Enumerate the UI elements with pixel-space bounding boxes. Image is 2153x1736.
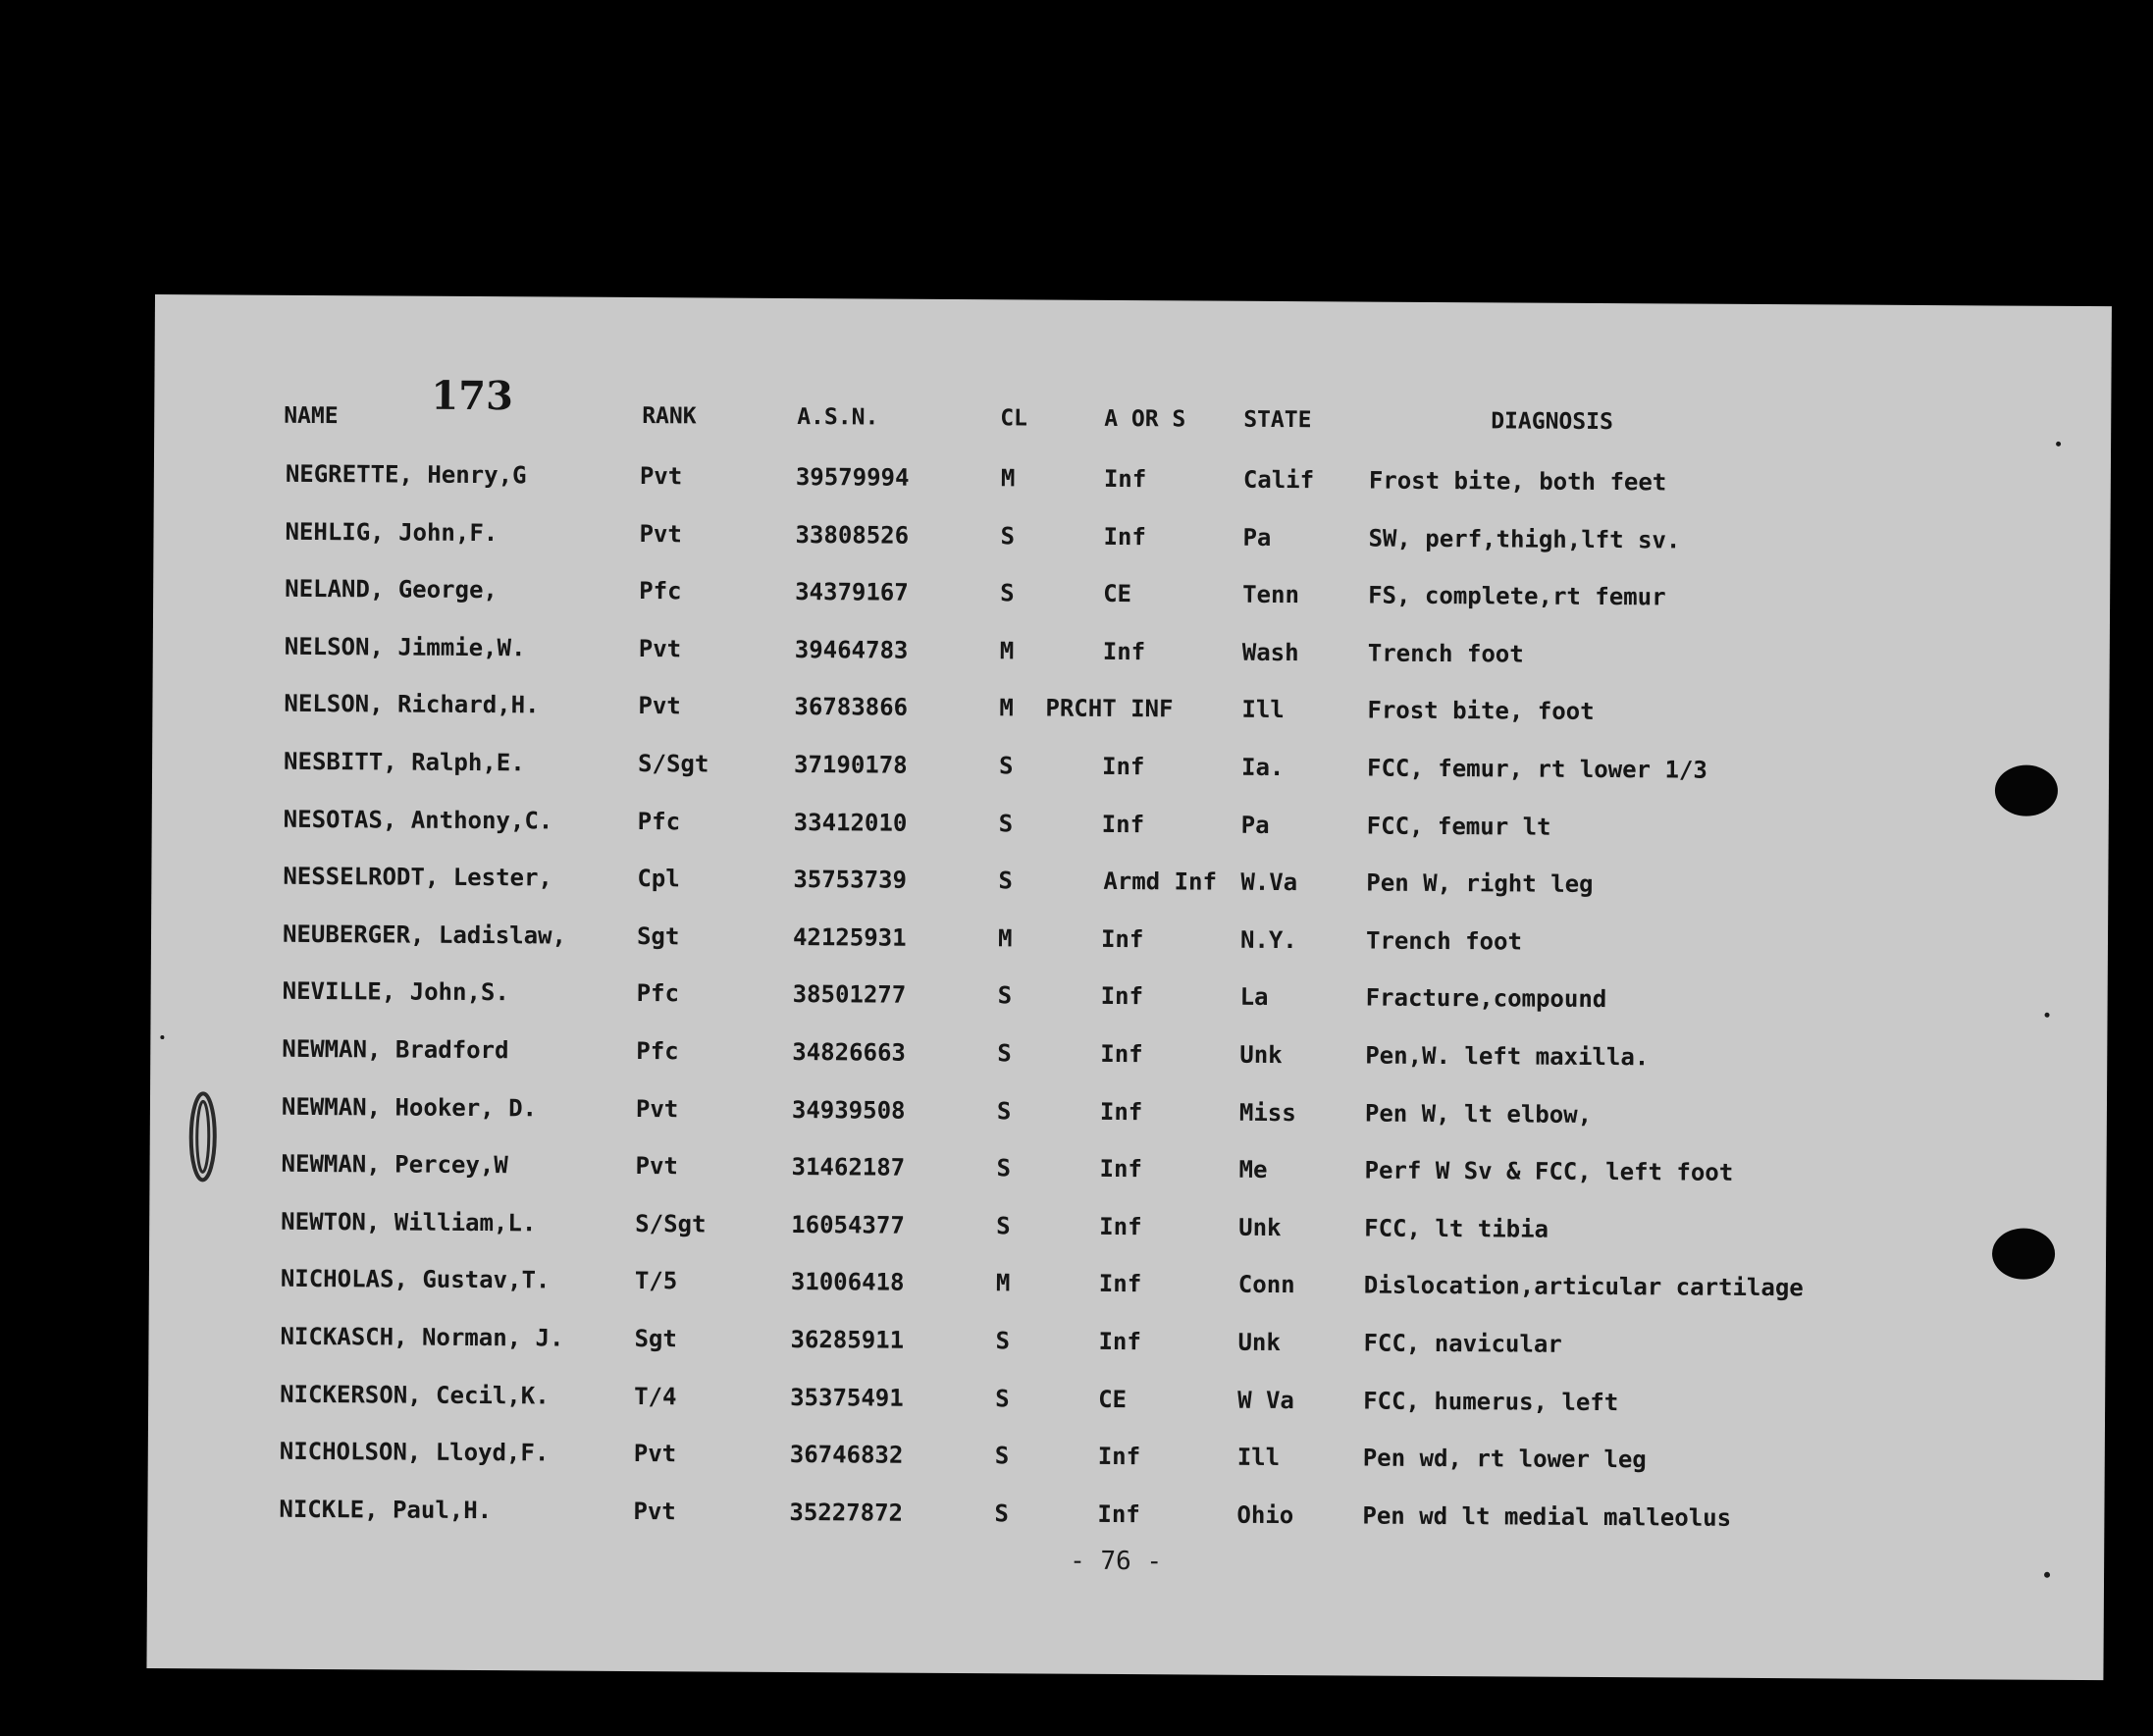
cell-cl: M	[995, 1269, 1011, 1297]
cell-cl: S	[994, 1442, 1010, 1470]
cell-diagnosis: Dislocation,articular cartilage	[1363, 1271, 1804, 1302]
cell-asn: 37190178	[794, 750, 908, 779]
cell-cl: S	[995, 1384, 1010, 1412]
cell-rank: Pvt	[635, 1094, 679, 1123]
header-cl: CL	[1000, 405, 1028, 432]
cell-rank: T/5	[634, 1267, 678, 1295]
cell-rank: Sgt	[636, 921, 680, 951]
header-asn: A.S.N.	[797, 403, 879, 431]
cell-a-or-s: Inf	[1097, 1443, 1141, 1471]
cell-asn: 36783866	[794, 693, 909, 722]
cell-asn: 35227872	[789, 1498, 904, 1527]
header-name: NAME	[284, 402, 339, 430]
cell-name: NEWMAN, Percey,W	[281, 1149, 508, 1180]
cell-cl: S	[998, 867, 1013, 895]
cell-state: W Va	[1237, 1386, 1295, 1414]
cell-state: Unk	[1238, 1213, 1282, 1241]
cell-cl: M	[999, 637, 1015, 665]
cell-a-or-s: Inf	[1098, 1270, 1142, 1298]
cell-a-or-s: CE	[1098, 1385, 1128, 1413]
cell-state: Unk	[1239, 1040, 1283, 1070]
cell-asn: 33808526	[795, 520, 910, 550]
cell-name: NICKERSON, Cecil,K.	[280, 1380, 550, 1410]
cell-rank: Pvt	[638, 634, 682, 663]
cell-state: W.Va	[1240, 868, 1298, 897]
cell-name: NELSON, Jimmie,W.	[284, 632, 526, 662]
cell-diagnosis: FCC, femur, rt lower 1/3	[1366, 754, 1707, 784]
cell-rank: Pfc	[637, 807, 681, 835]
cell-name: NEUBERGER, Ladislaw,	[282, 920, 567, 950]
cell-name: NICHOLSON, Lloyd,F.	[279, 1437, 550, 1467]
cell-rank: Pvt	[638, 692, 681, 720]
cell-cl: S	[1000, 521, 1016, 550]
cell-rank: Pvt	[633, 1497, 676, 1526]
cell-cl: S	[997, 981, 1013, 1010]
cell-state: Wash	[1241, 638, 1299, 666]
cell-name: NEWMAN, Hooker, D.	[281, 1092, 538, 1122]
cell-name: NEWTON, William,L.	[281, 1207, 537, 1237]
cell-diagnosis: FCC, humerus, left	[1363, 1387, 1619, 1416]
cell-cl: M	[997, 924, 1013, 953]
cell-diagnosis: Pen,W. left maxilla.	[1365, 1041, 1650, 1072]
cell-a-or-s: PRCHT INF	[1045, 694, 1174, 723]
cell-rank: T/4	[634, 1382, 677, 1410]
cell-asn: 35375491	[790, 1383, 904, 1412]
cell-diagnosis: Perf W Sv & FCC, left foot	[1364, 1156, 1734, 1187]
cell-state: Tenn	[1242, 580, 1300, 609]
cell-asn: 36746832	[789, 1441, 904, 1469]
cell-asn: 31006418	[790, 1268, 905, 1297]
cell-a-or-s: Inf	[1098, 1327, 1141, 1356]
header-a-or-s: A OR S	[1104, 405, 1186, 433]
cell-cl: M	[1000, 464, 1016, 493]
cell-diagnosis: FCC, femur lt	[1366, 812, 1551, 841]
cell-rank: Pfc	[636, 979, 680, 1008]
cell-name: NICKLE, Paul,H.	[279, 1495, 493, 1524]
cell-cl: S	[994, 1499, 1009, 1528]
page-number-stamp: 173	[431, 372, 514, 420]
cell-a-or-s: Inf	[1101, 810, 1145, 838]
cell-asn: 34826663	[792, 1037, 906, 1067]
cell-name: NEWMAN, Bradford	[282, 1034, 509, 1065]
cell-rank: S/Sgt	[635, 1209, 707, 1238]
cell-asn: 31462187	[791, 1153, 906, 1182]
header-rank: RANK	[642, 403, 697, 430]
cell-state: La	[1239, 983, 1269, 1012]
ink-speck	[2056, 442, 2061, 447]
cell-rank: Cpl	[637, 865, 680, 893]
cell-name: NELAND, George,	[285, 575, 499, 605]
cell-diagnosis: Pen wd, rt lower leg	[1362, 1444, 1647, 1474]
cell-name: NICHOLAS, Gustav,T.	[280, 1265, 551, 1294]
cell-asn: 39464783	[794, 635, 909, 664]
cell-a-or-s: Armd Inf	[1103, 868, 1218, 896]
cell-state: Conn	[1237, 1271, 1295, 1299]
cell-state: Ill	[1236, 1443, 1281, 1472]
cell-rank: Pvt	[639, 519, 682, 548]
cell-diagnosis: FS, complete,rt femur	[1368, 581, 1666, 611]
cell-state: Ia.	[1240, 753, 1285, 782]
cell-diagnosis: Frost bite, both feet	[1368, 466, 1667, 497]
cell-a-or-s: Inf	[1103, 522, 1146, 551]
cell-rank: Pfc	[636, 1037, 679, 1066]
header-state: STATE	[1243, 406, 1312, 434]
cell-a-or-s: Inf	[1100, 982, 1144, 1011]
cell-diagnosis: Trench foot	[1367, 639, 1524, 668]
cell-cl: S	[996, 1096, 1012, 1125]
cell-diagnosis: Fracture,compound	[1365, 983, 1607, 1014]
cell-name: NESOTAS, Anthony,C.	[283, 805, 553, 835]
punch-hole	[1995, 764, 2058, 815]
cell-diagnosis: SW, perf,thigh,lft sv.	[1368, 524, 1681, 554]
cell-state: Calif	[1242, 465, 1315, 495]
cell-a-or-s: CE	[1103, 580, 1132, 608]
cell-name: NEGRETTE, Henry,G	[285, 459, 527, 490]
cell-state: Unk	[1237, 1328, 1281, 1357]
cell-state: N.Y.	[1239, 925, 1297, 954]
cell-diagnosis: Pen W, lt elbow,	[1364, 1099, 1593, 1129]
cell-asn: 42125931	[792, 922, 907, 952]
cell-rank: Pvt	[639, 462, 683, 491]
cell-a-or-s: Inf	[1099, 1155, 1143, 1184]
punch-hole	[1992, 1228, 2055, 1279]
cell-state: Pa	[1240, 811, 1270, 839]
cell-rank: Pvt	[635, 1152, 679, 1181]
cell-name: NESSELRODT, Lester,	[283, 862, 553, 892]
cell-asn: 35753739	[793, 866, 908, 894]
cell-state: Ill	[1241, 696, 1285, 724]
cell-rank: Pvt	[633, 1440, 677, 1468]
cell-asn: 34379167	[795, 578, 909, 606]
cell-rank: S/Sgt	[638, 750, 709, 778]
cell-a-or-s: Inf	[1099, 1212, 1142, 1240]
cell-a-or-s: Inf	[1100, 924, 1144, 953]
cell-cl: S	[996, 1154, 1012, 1183]
cell-rank: Pfc	[639, 577, 682, 605]
ink-speck	[2045, 1013, 2050, 1018]
cell-asn: 16054377	[791, 1210, 905, 1239]
cell-diagnosis: Pen W, right leg	[1366, 868, 1594, 899]
cell-name: NICKASCH, Norman, J.	[280, 1322, 564, 1352]
cell-a-or-s: Inf	[1101, 752, 1145, 781]
cell-cl: S	[998, 752, 1014, 780]
cell-name: NEHLIG, John,F.	[285, 517, 499, 547]
cell-cl: S	[995, 1327, 1011, 1355]
header-diagnosis: DIAGNOSIS	[1491, 408, 1613, 436]
cell-state: Ohio	[1236, 1500, 1294, 1529]
cell-asn: 34939508	[791, 1095, 906, 1125]
ink-speck	[160, 1035, 164, 1039]
cell-cl: S	[997, 1039, 1012, 1068]
cell-diagnosis: Frost bite, foot	[1367, 696, 1595, 726]
cell-a-or-s: Inf	[1097, 1499, 1140, 1528]
cell-asn: 39579994	[795, 462, 910, 492]
cell-state: Pa	[1242, 523, 1272, 552]
document-sheet	[146, 294, 2112, 1680]
ink-stamp-mark	[184, 1087, 222, 1185]
cell-asn: 33412010	[793, 808, 908, 837]
ink-speck	[2044, 1572, 2050, 1578]
cell-diagnosis: Pen wd lt medial malleolus	[1362, 1501, 1732, 1532]
cell-cl: S	[996, 1212, 1011, 1240]
cell-a-or-s: Inf	[1103, 464, 1147, 494]
cell-name: NEVILLE, John,S.	[282, 977, 509, 1007]
cell-diagnosis: Trench foot	[1365, 926, 1523, 956]
cell-rank: Sgt	[634, 1325, 677, 1353]
cell-asn: 36285911	[790, 1325, 905, 1354]
cell-diagnosis: FCC, lt tibia	[1364, 1214, 1549, 1243]
cell-name: NESBITT, Ralph,E.	[284, 747, 525, 777]
cell-a-or-s: Inf	[1100, 1039, 1143, 1069]
cell-asn: 38501277	[792, 980, 907, 1010]
page-footer: - 76 -	[1070, 1546, 1163, 1577]
cell-a-or-s: Inf	[1099, 1097, 1143, 1126]
cell-diagnosis: FCC, navicular	[1363, 1329, 1562, 1358]
cell-state: Miss	[1238, 1098, 1296, 1127]
cell-cl: S	[998, 809, 1014, 837]
cell-a-or-s: Inf	[1102, 637, 1146, 665]
cell-cl: M	[999, 694, 1014, 722]
cell-cl: S	[1000, 579, 1015, 607]
cell-state: Me	[1238, 1155, 1268, 1184]
cell-name: NELSON, Richard,H.	[284, 690, 540, 719]
